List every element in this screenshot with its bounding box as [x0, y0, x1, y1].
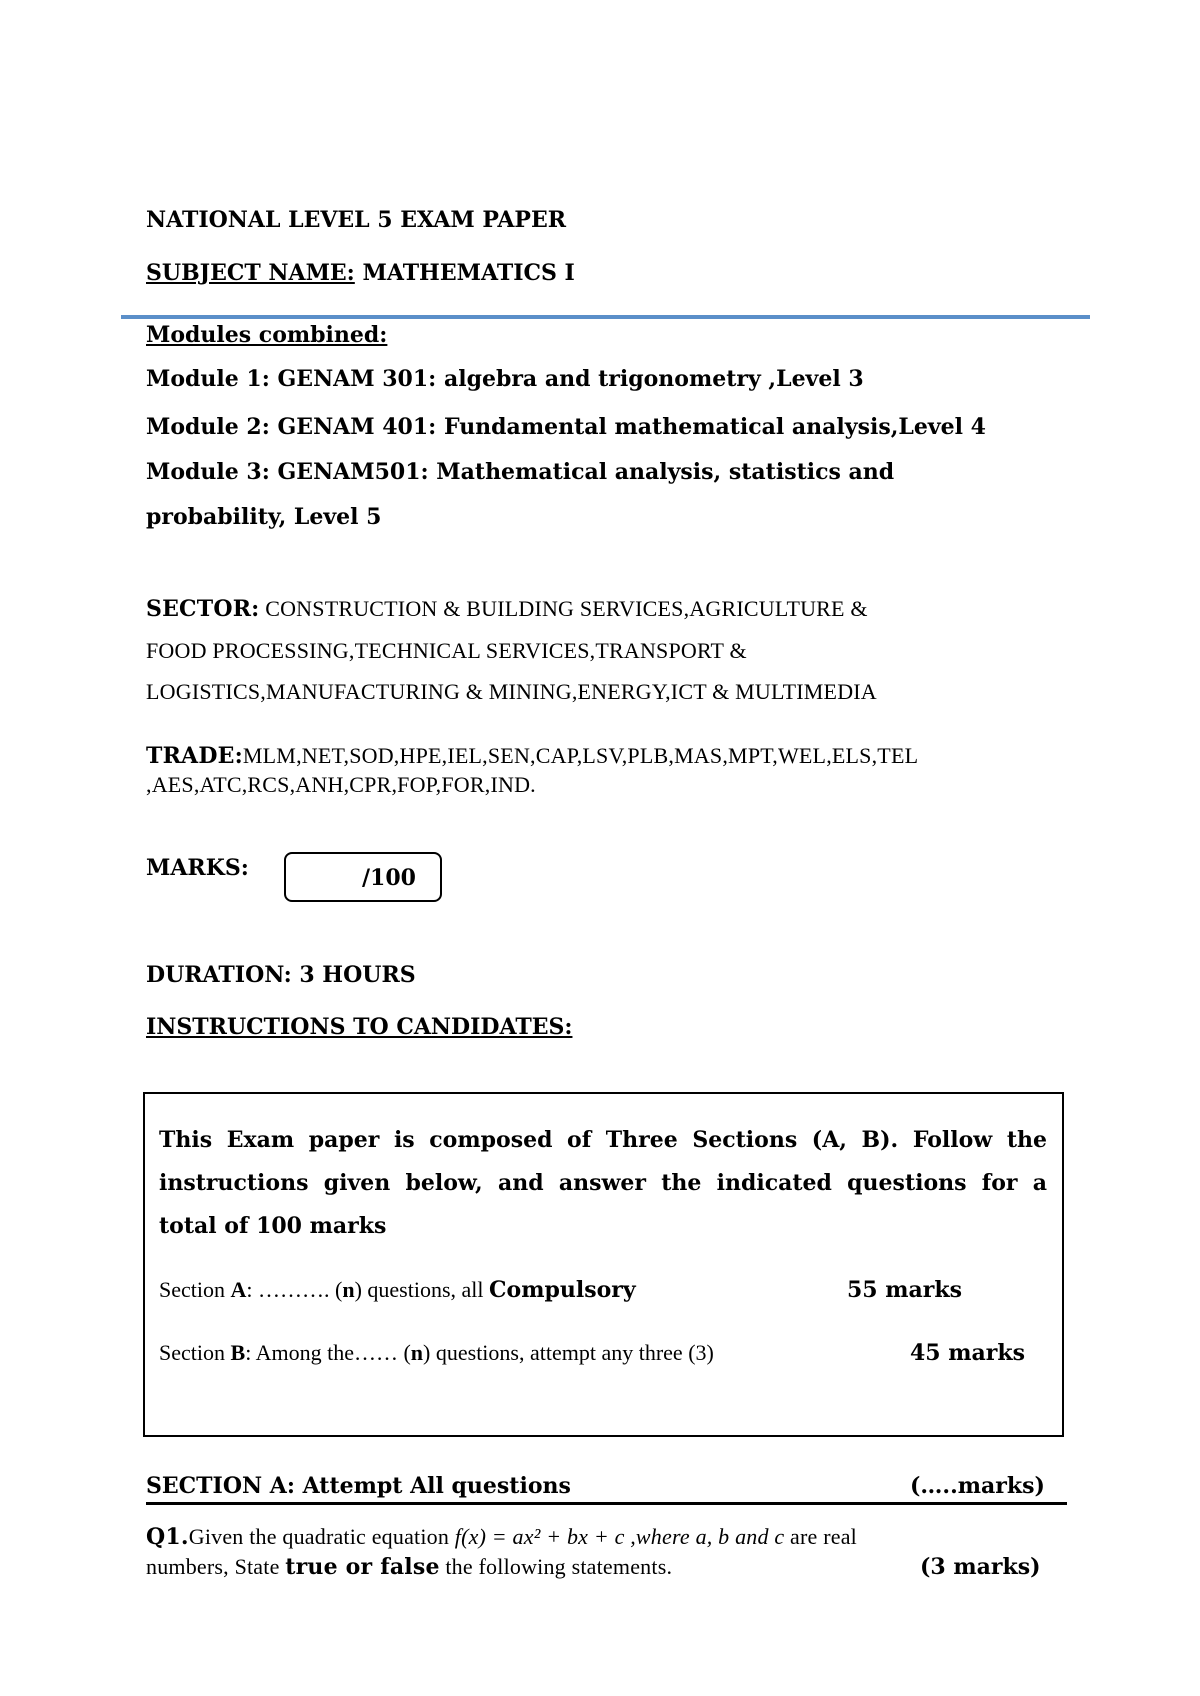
section-b-n: n [410, 1340, 424, 1365]
sector-line-3: LOGISTICS,MANUFACTURING & MINING,ENERGY,ICT & MULTIMEDIA [146, 679, 877, 704]
q1-equation: f(x) = ax² + bx + c ,where a, b and c [454, 1524, 785, 1549]
section-a-n: n [342, 1277, 355, 1302]
section-a-divider [146, 1502, 1067, 1505]
sector-text-1: CONSTRUCTION & BUILDING SERVICES,AGRICULTURE & [259, 596, 868, 621]
sector-line-1 [146, 596, 868, 622]
q1-label: Q1. [146, 1524, 189, 1550]
marks-box-value: /100 [362, 865, 416, 891]
q1-marks: (3 marks) [920, 1554, 1041, 1580]
q1-line-2 [146, 1554, 672, 1580]
section-a-compulsory: Compulsory [489, 1277, 636, 1303]
module-2: Module 2: GENAM 401: Fundamental mathematical analysis,Level 4 [146, 414, 986, 440]
section-a-rest: ) questions, all [354, 1277, 490, 1302]
section-b-marks: 45 marks [910, 1340, 1026, 1366]
instruction-box [143, 1092, 1064, 1437]
section-a-prefix: Section [159, 1277, 231, 1302]
marks-box [284, 852, 442, 902]
instruction-para-line-2: instructions given below, and answer the indicated questions for a [159, 1170, 1047, 1196]
sector-line-2: FOOD PROCESSING,TECHNICAL SERVICES,TRANSPORT & [146, 638, 747, 663]
section-b-text: : Among the…… ( [245, 1340, 411, 1365]
subject-line [146, 260, 575, 286]
marks-label: MARKS: [146, 855, 249, 881]
instructions-heading: INSTRUCTIONS TO CANDIDATES: [146, 1014, 573, 1040]
subject-label: SUBJECT NAME: [146, 260, 355, 286]
section-b-letter: B [230, 1340, 246, 1365]
q1-text-1: Given the quadratic equation [188, 1524, 455, 1549]
header-divider [121, 315, 1090, 319]
trade-line-1 [146, 743, 918, 769]
q1-line2-rest: the following statements. [439, 1554, 673, 1579]
section-a-marks-placeholder: (…..marks) [910, 1473, 1045, 1499]
q1-line2-text: numbers, State [146, 1554, 286, 1579]
instruction-para-line-3: total of 100 marks [159, 1213, 387, 1239]
q1-true-false: true or false [285, 1554, 440, 1580]
section-a-marks: 55 marks [847, 1277, 963, 1303]
subject-value: MATHEMATICS I [354, 260, 575, 286]
trade-line-2: ,AES,ATC,RCS,ANH,CPR,FOP,FOR,IND. [146, 772, 536, 797]
modules-heading: Modules combined: [146, 322, 388, 348]
section-a-row [159, 1277, 636, 1303]
section-a-text: : ………. ( [246, 1277, 343, 1302]
section-b-prefix: Section [159, 1340, 231, 1365]
exam-title: NATIONAL LEVEL 5 EXAM PAPER [146, 207, 567, 233]
sector-label: SECTOR: [146, 596, 260, 622]
instruction-para-line-1: This Exam paper is composed of Three Sections (A, B). Follow the [159, 1127, 1047, 1153]
duration: DURATION: 3 HOURS [146, 962, 416, 988]
section-b-row [159, 1340, 714, 1366]
q1-text-2: are real [784, 1524, 857, 1549]
module-3-line-2: probability, Level 5 [146, 504, 382, 530]
section-b-rest: ) questions, attempt any three (3) [423, 1340, 714, 1365]
q1-line-1 [146, 1524, 857, 1550]
section-a-letter: A [230, 1277, 247, 1302]
trade-text-1: MLM,NET,SOD,HPE,IEL,SEN,CAP,LSV,PLB,MAS,MPT,WEL,ELS,TEL [242, 743, 919, 768]
section-a-heading: SECTION A: Attempt All questions [146, 1473, 571, 1499]
module-1: Module 1: GENAM 301: algebra and trigonometry ,Level 3 [146, 366, 864, 392]
module-3-line-1: Module 3: GENAM501: Mathematical analysis, statistics and [146, 459, 895, 485]
trade-label: TRADE: [146, 743, 243, 769]
